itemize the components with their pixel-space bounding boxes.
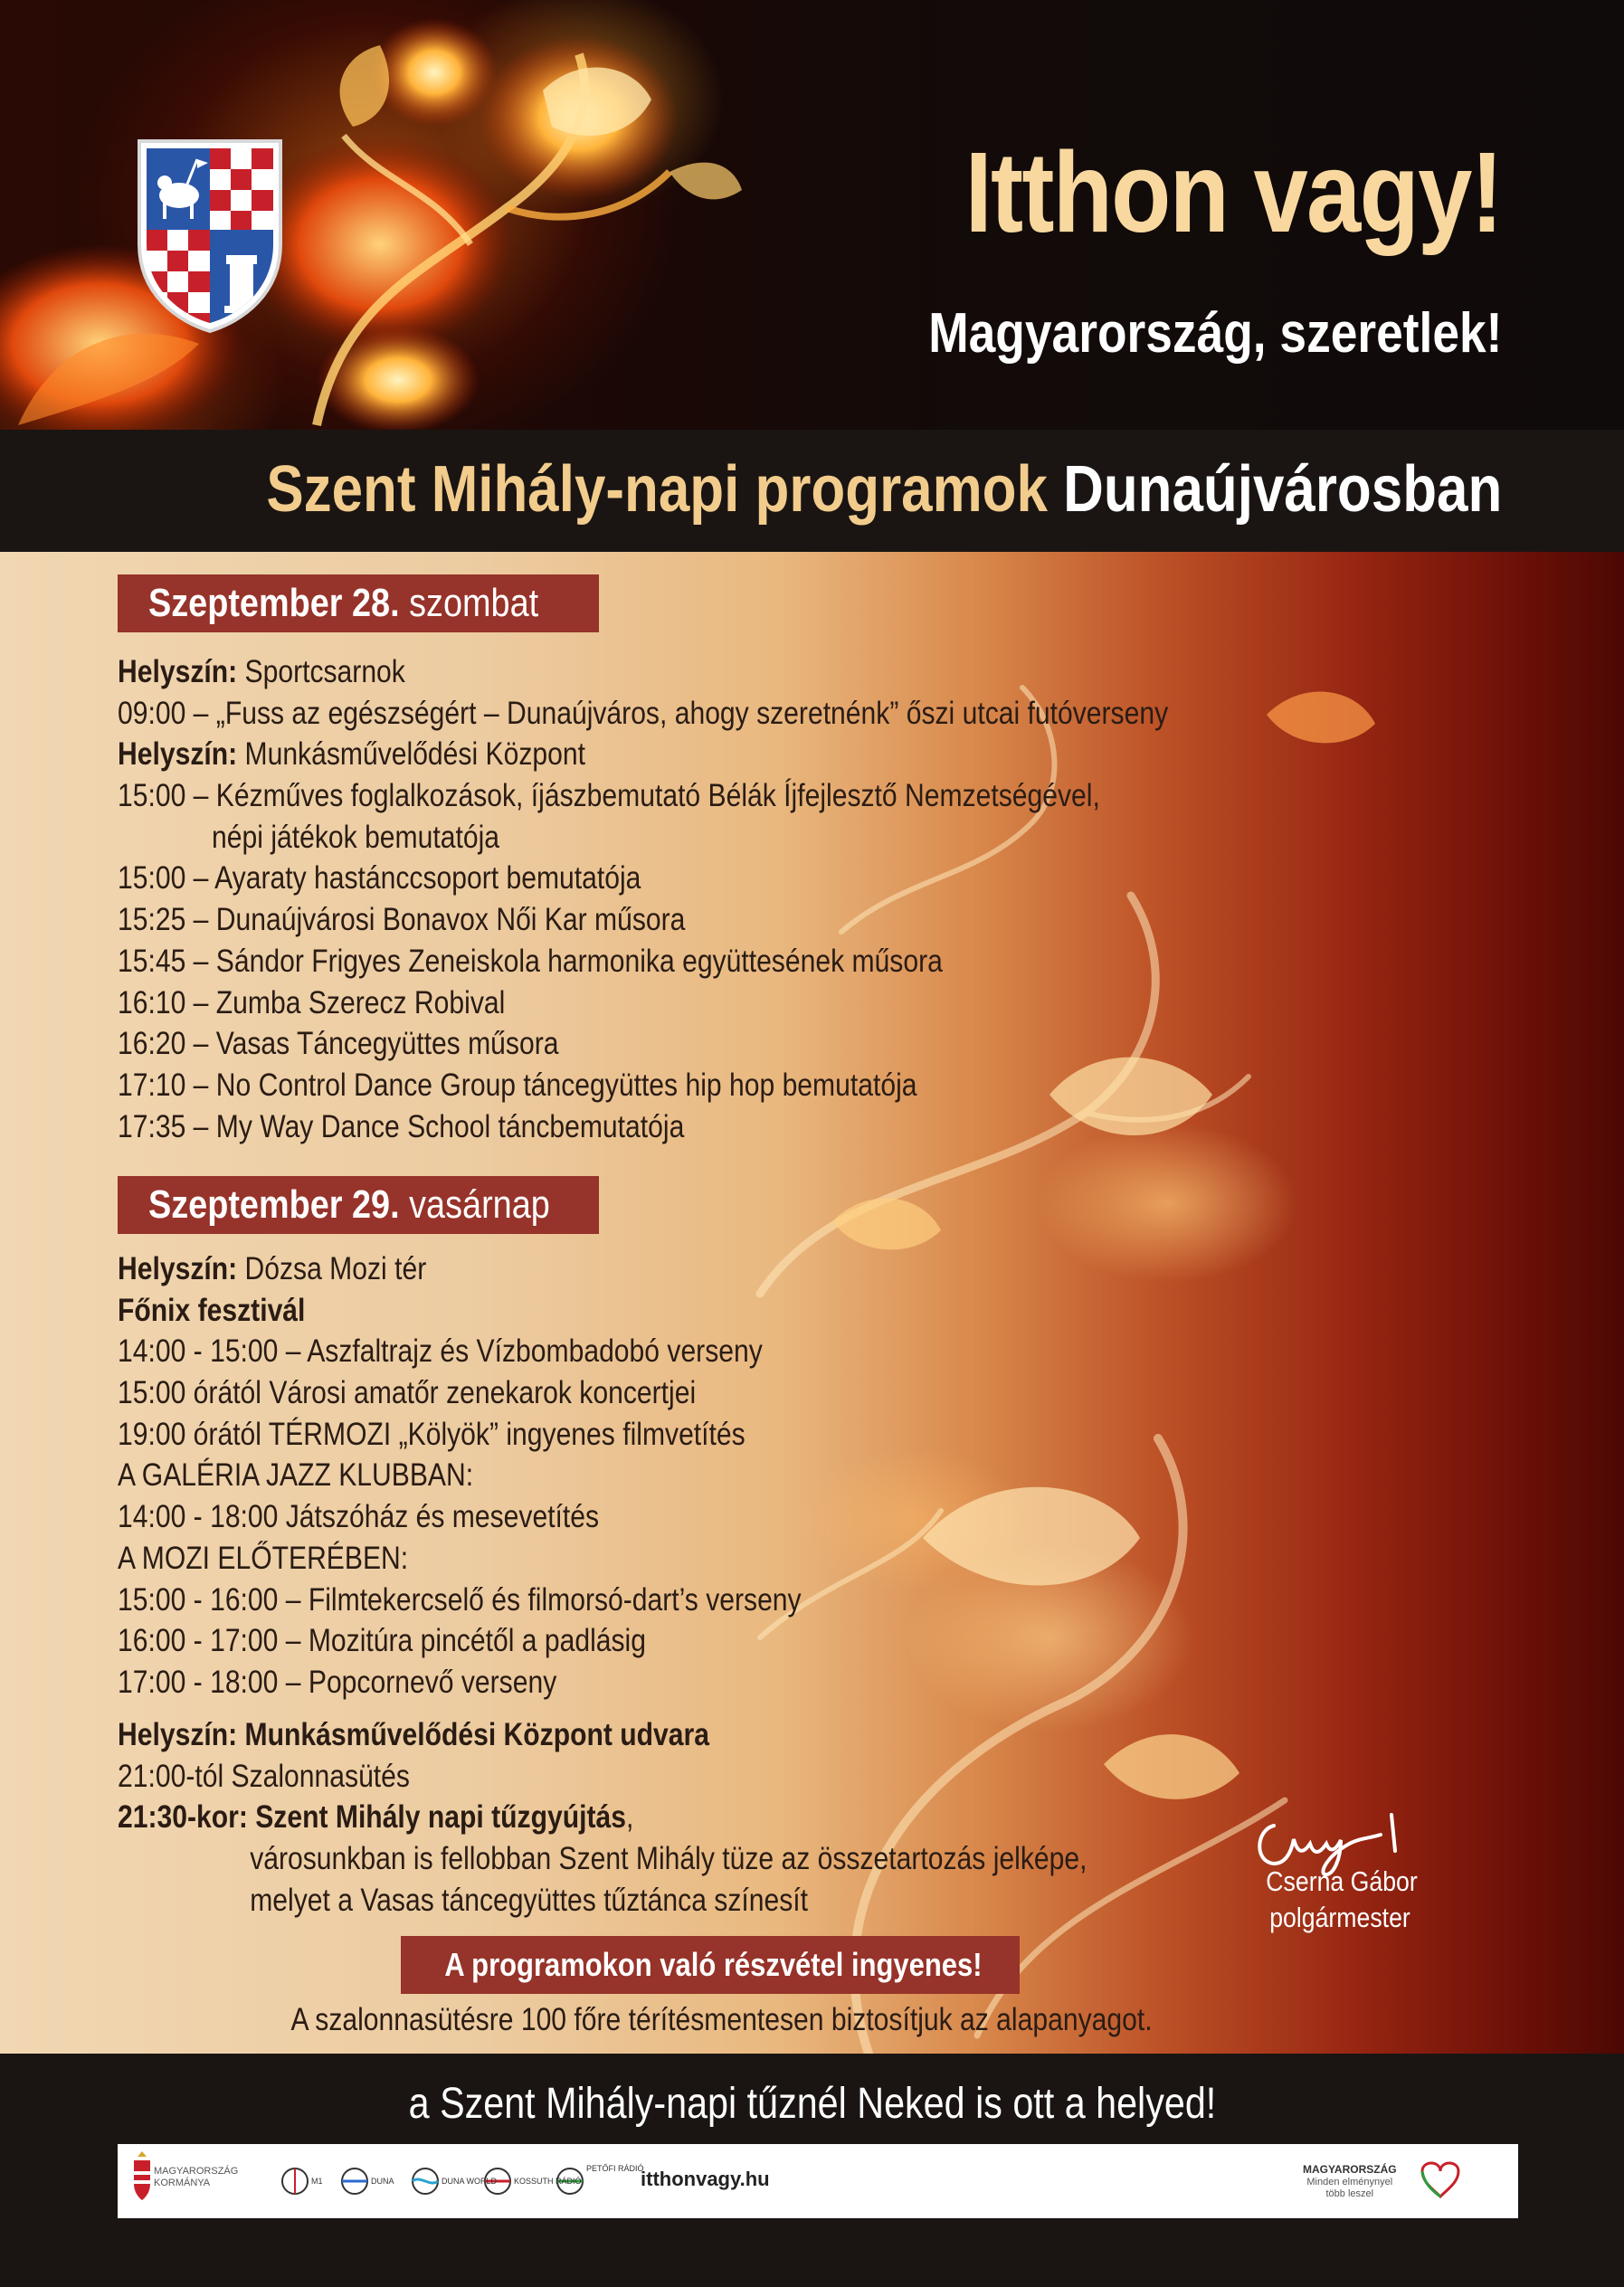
banner-title-part2: Dunaújvárosban: [1062, 453, 1502, 526]
main-title: Itthon vagy!: [964, 128, 1502, 256]
list-item: 15:00 – Ayaraty hastánccsoport bemutatója: [118, 860, 641, 897]
list-item: melyet a Vasas táncegyüttes tűztánca színesít: [250, 1882, 809, 1918]
day2-date: Szeptember 29.: [148, 1182, 400, 1227]
website-link[interactable]: itthonvagy.hu: [641, 2168, 770, 2190]
list-item: 16:20 – Vasas Táncegyüttes műsora: [118, 1026, 559, 1062]
list-item: népi játékok bemutatója: [212, 819, 499, 855]
day2-program-list: [118, 1248, 913, 1703]
program-area: [0, 552, 1624, 2054]
subtitle: Magyarország, szeretlek!: [927, 302, 1502, 365]
kossuth-logo-label: KOSSUTH RÁDIÓ: [514, 2177, 582, 2186]
day2-header: [118, 1176, 599, 1234]
list-item: A GALÉRIA JAZZ KLUBBAN:: [118, 1457, 474, 1494]
list-item: 21:30-kor: Szent Mihály napi tűzgyújtás,: [118, 1799, 634, 1836]
list-item: 17:35 – My Way Dance School táncbemutatója: [118, 1108, 685, 1144]
duna-logo-label: DUNA: [371, 2177, 394, 2186]
signer-title: polgármester: [1269, 1902, 1410, 1933]
footer: [0, 2054, 1624, 2287]
list-item: 17:00 - 18:00 – Popcornevő verseny: [118, 1664, 557, 1700]
day1-weekday: szombat: [409, 581, 539, 625]
banner-title: [266, 453, 1502, 526]
list-item: A MOZI ELŐTERÉBEN:: [118, 1540, 409, 1576]
list-item: Főnix fesztivál: [118, 1292, 306, 1328]
city-crest-icon: [134, 136, 286, 335]
list-item: 15:45 – Sándor Frigyes Zeneiskola harmonika együttesének műsora: [118, 943, 943, 979]
signer-block: [1254, 1864, 1426, 1936]
list-item: városunkban is fellobban Szent Mihály tüze az összetartozás jelképe,: [250, 1841, 1087, 1877]
list-item: 15:00 órától Városi amatőr zenekarok koncertjei: [118, 1375, 697, 1411]
footer-tagline: a Szent Mihály-napi tűznél Neked is ott a helyed!: [408, 2080, 1216, 2128]
m1-logo-label: M1: [311, 2177, 323, 2186]
list-item: Helyszín: Dózsa Mozi tér: [118, 1251, 427, 1286]
free-entry-notice: A programokon való részvétel ingyenes!: [401, 1936, 1020, 1994]
list-item: Helyszín: Munkásművelődési Központ: [118, 736, 585, 773]
day1-date: Szeptember 28.: [148, 581, 400, 625]
flame-ornament-icon: [0, 0, 814, 430]
list-item: 15:25 – Dunaújvárosi Bonavox Női Kar műsora: [118, 902, 686, 938]
list-item: 16:00 - 17:00 – Mozitúra pincétől a padlásig: [118, 1623, 646, 1659]
list-item: 21:00-tól Szalonnasütés: [118, 1758, 410, 1794]
header: [0, 0, 1624, 430]
signer-name: Cserna Gábor: [1266, 1865, 1418, 1897]
gov-logo-label: MAGYARORSZÁG KORMÁNYA: [154, 2166, 239, 2188]
list-item: 17:10 – No Control Dance Group táncegyüttes hip hop bemutatója: [118, 1067, 917, 1103]
list-item: 09:00 – „Fuss az egészségért – Dunaújváros, ahogy szeretnénk” őszi utcai futóverseny: [118, 695, 1169, 731]
list-item: 14:00 - 15:00 – Aszfaltrajz és Vízbombadobó verseny: [118, 1333, 763, 1370]
magyarorszag-logo-label: MAGYARORSZÁG Minden elménynyel több leszel: [1303, 2163, 1397, 2199]
day2-evening-list: [118, 1714, 1245, 1921]
duna-world-logo-label: DUNA WORLD: [442, 2177, 498, 2186]
list-item: 15:00 – Kézműves foglalkozások, íjászbemutató Bélák Íjfejlesztő Nemzetségével,: [118, 778, 1100, 814]
day1-header: [118, 574, 599, 632]
petofi-logo-label: PETŐFI RÁDIÓ: [586, 2164, 644, 2173]
list-item: Helyszín: Munkásművelődési Központ udvara: [118, 1717, 709, 1752]
list-item: 14:00 - 18:00 Játszóház és mesevetítés: [118, 1499, 600, 1535]
list-item: 19:00 órától TÉRMOZI „Kölyök” ingyenes filmvetítés: [118, 1416, 746, 1452]
day2-weekday: vasárnap: [409, 1182, 550, 1227]
bacon-note: A szalonnasütésre 100 főre térítésmentesen biztosítjuk az alapanyagot.: [290, 2002, 1153, 2037]
day1-program-list: [118, 651, 1339, 1147]
list-item: 15:00 - 16:00 – Filmtekercselő és filmorsó-dart’s verseny: [118, 1581, 802, 1618]
list-item: Helyszín: Sportcsarnok: [118, 654, 405, 689]
title-banner: [0, 430, 1624, 552]
banner-title-part1: Szent Mihály-napi programok: [266, 453, 1048, 526]
list-item: 16:10 – Zumba Szerecz Robival: [118, 984, 506, 1020]
sponsor-logo-strip: [118, 2144, 1518, 2218]
